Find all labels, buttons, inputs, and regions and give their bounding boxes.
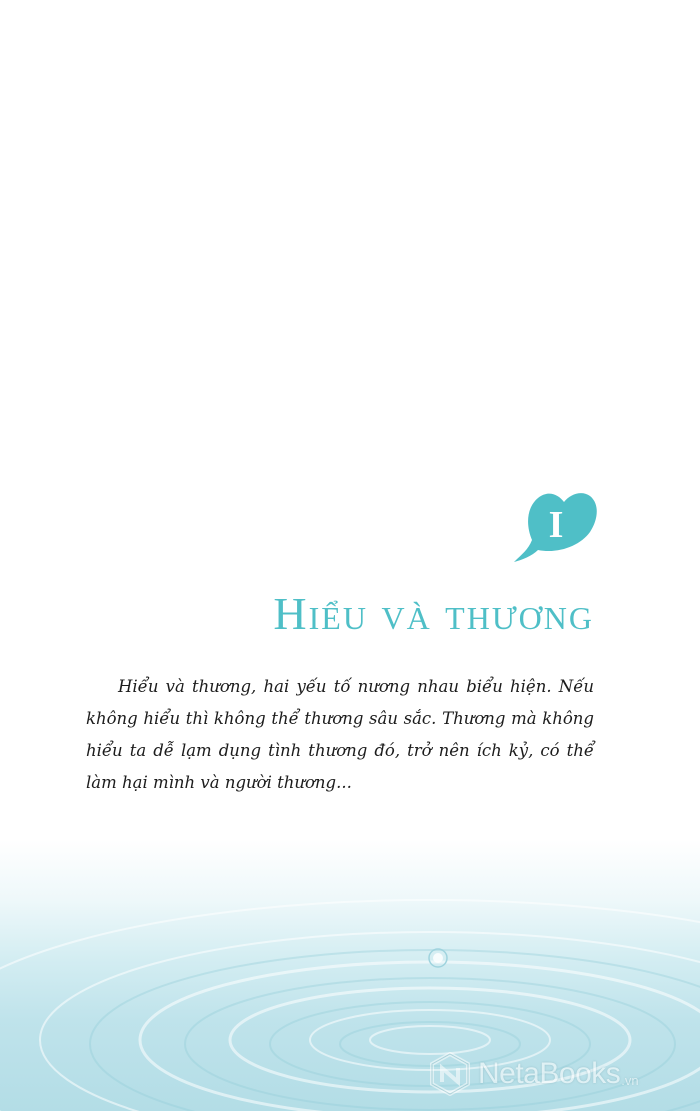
watermark-domain: .vn <box>621 1073 639 1088</box>
watermark-brand: NetaBooks <box>478 1057 621 1090</box>
chapter-number: I <box>548 504 564 546</box>
chapter-intro-paragraph: Hiểu và thương, hai yếu tố nương nhau biểu hiện. Nếu không hiểu thì không thể thương sâu sắc. Thương mà không hiểu ta dễ lạm dụng tình thương đó, trở nên ích kỷ, có thể làm hại mình và người thương... <box>86 677 594 792</box>
chapter-title: Hiểu và thương <box>273 588 594 639</box>
netabooks-logo-icon <box>428 1052 472 1096</box>
watermark <box>428 1050 690 1098</box>
